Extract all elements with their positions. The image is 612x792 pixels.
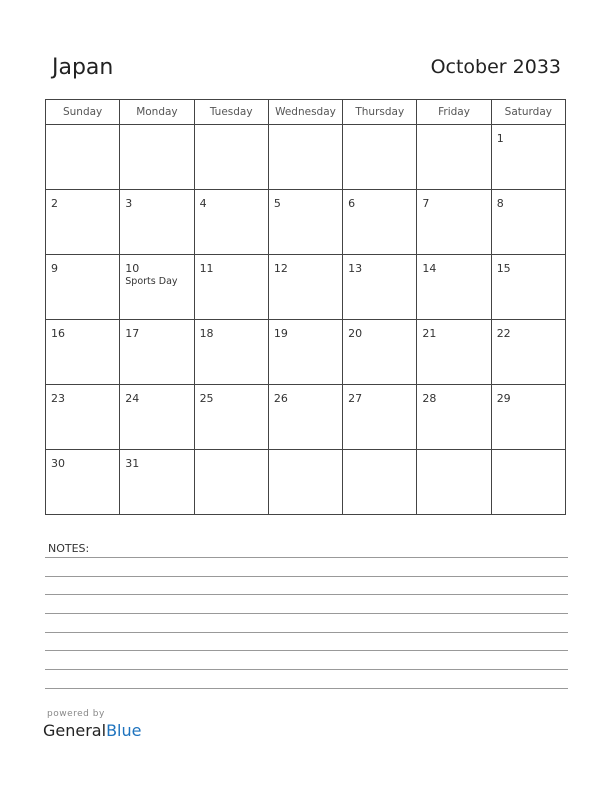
day-cell [417,190,491,255]
day-cell [491,255,565,320]
note-line [45,576,568,577]
day-cell [194,320,268,385]
day-cell [343,450,417,515]
powered-by-text: powered by [47,709,105,719]
day-cell [491,320,565,385]
day-cell [120,450,194,515]
day-number: 14 [422,262,437,275]
day-cell [417,450,491,515]
day-cell [268,255,342,320]
day-number: 16 [51,327,65,340]
day-number: 23 [51,392,65,405]
day-cell [491,385,565,450]
day-cell [46,190,120,255]
weekday-header-row [46,100,566,125]
day-cell [46,255,120,320]
week-row [46,320,566,385]
weekday-header: Tuesday [194,100,268,125]
day-cell [194,125,268,190]
day-cell [268,190,342,255]
day-cell [194,190,268,255]
weekday-header: Friday [417,100,491,125]
day-cell [120,190,194,255]
day-number: 12 [273,262,288,275]
day-cell [46,320,120,385]
calendar-grid [45,99,566,515]
notes-label: NOTES: [48,542,90,555]
holiday-label: Sports Day [125,276,178,287]
day-number: 20 [348,327,363,340]
day-cell [194,450,268,515]
day-cell [343,320,417,385]
day-number: 4 [199,197,207,210]
day-cell [268,125,342,190]
note-line [45,688,568,689]
note-line [45,594,568,595]
day-number: 26 [273,392,288,405]
day-number: 1 [496,132,504,145]
weekday-header: Thursday [343,100,417,125]
day-number: 30 [51,457,65,470]
day-cell [194,255,268,320]
day-number: 15 [496,262,511,275]
day-cell [46,450,120,515]
day-number: 5 [273,197,281,210]
brand-blue: Blue [106,721,142,740]
day-number: 9 [51,262,58,275]
day-cell [120,320,194,385]
day-number: 31 [125,457,140,470]
day-cell [268,450,342,515]
day-cell [268,385,342,450]
day-number: 6 [348,197,356,210]
day-cell [491,190,565,255]
day-number: 10 [125,262,140,275]
day-number: 29 [496,392,511,405]
day-number: 21 [422,327,437,340]
day-number: 22 [496,327,511,340]
day-number: 27 [348,392,363,405]
day-cell [491,125,565,190]
note-line [45,669,568,670]
day-cell [343,125,417,190]
weekday-header: Monday [120,100,194,125]
day-number: 3 [125,197,133,210]
brand-general: General [43,721,107,740]
day-cell [46,385,120,450]
day-cell [343,190,417,255]
day-number: 7 [422,197,430,210]
note-line [45,613,568,614]
day-number: 17 [125,327,140,340]
weekday-header: Saturday [491,100,565,125]
week-row [46,190,566,255]
note-line [45,650,568,651]
weekday-header: Wednesday [268,100,342,125]
day-number: 18 [199,327,214,340]
week-row [46,385,566,450]
day-cell [343,255,417,320]
day-cell [417,125,491,190]
country-title: Japan [52,55,114,80]
generalblue-logo[interactable] [43,721,141,740]
day-number: 8 [496,197,504,210]
day-cell [120,125,194,190]
day-number: 13 [348,262,363,275]
note-line [45,557,568,558]
day-number: 2 [51,197,58,210]
day-cell [417,255,491,320]
day-number: 25 [199,392,214,405]
day-number: 11 [199,262,214,275]
day-cell [120,255,194,320]
weekday-header: Sunday [46,100,120,125]
day-number: 24 [125,392,140,405]
day-number: 19 [273,327,288,340]
day-cell [491,450,565,515]
day-cell [417,385,491,450]
note-line [45,632,568,633]
day-number: 28 [422,392,437,405]
week-row [46,255,566,320]
day-cell [268,320,342,385]
day-cell [417,320,491,385]
week-row [46,125,566,190]
week-row [46,450,566,515]
month-year-title: October 2033 [430,56,561,78]
day-cell [120,385,194,450]
day-cell [194,385,268,450]
day-cell [46,125,120,190]
day-cell [343,385,417,450]
